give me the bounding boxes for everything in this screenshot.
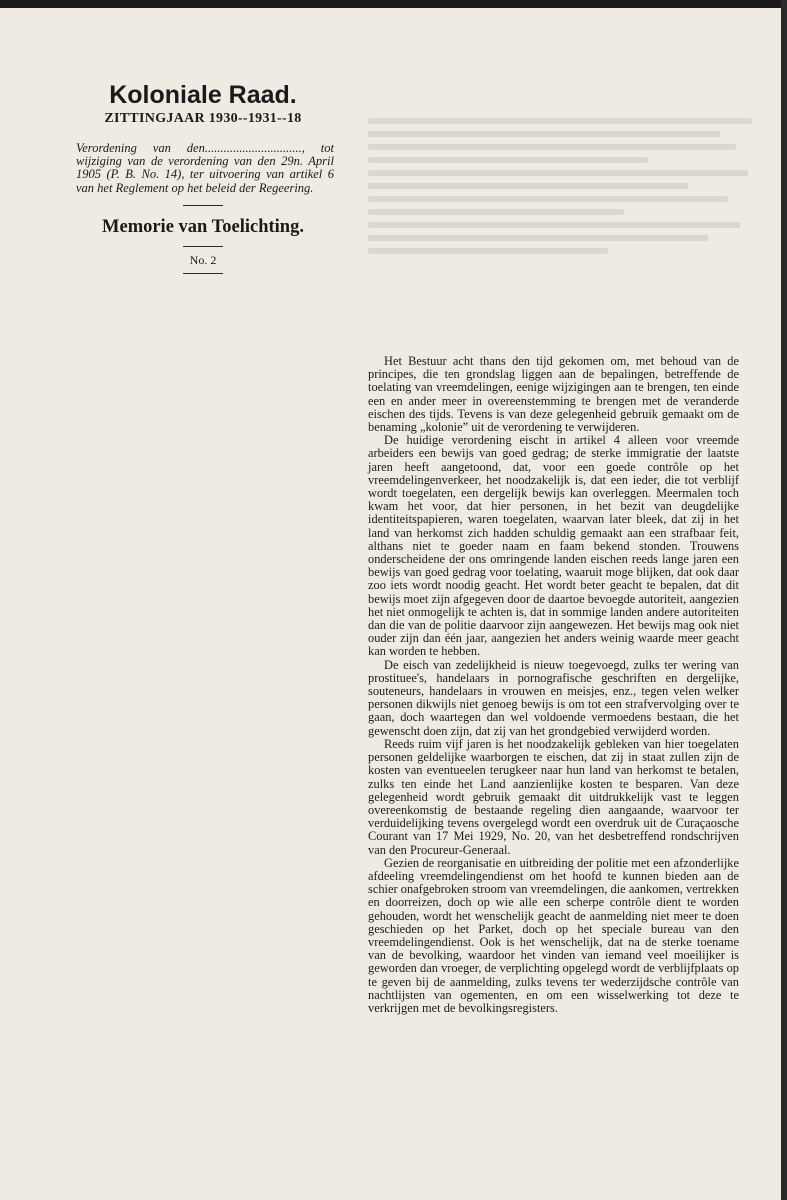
paragraph: Gezien de reorganisatie en uitbreiding der politie met een afzonderlijke afdeeling vreemdelingendienst om het hoofd te kunnen bieden aan de schier onafgebroken stroom van vreemdelingen, die aankomen, vertrekken en doorreizen, doch op wie alle een scherpe contrôle dient te worden gehouden, wordt het wenschelijk geacht de aanmelding niet meer te doen geschieden op het Parket, doch op het speciale bureau van den vreemdelingendienst. Ook is het wenschelijk, dat na de sterke toename van de bevolking, waardoor het vinden van iemand veel moeilijker is geworden dan vroeger, de verplichting opgelegd wordt de verblijfplaats op te geven bij de aanmelding, zulks tevens ter wederzijdsche contrôle van nachtlijsten van ogementen, en om een wisselwerking tot deze te verkrijgen met de bevolkingsregisters. [368, 855, 739, 1015]
paragraph: De eisch van zedelijkheid is nieuw toegevoegd, zulks ter wering van prostituee's, handelaars in pornografische geschriften en dergelijke, souteneurs, handelaars in vrouwen en meisjes, enz., tegen velen welker personen dikwijls niet genoeg bewijs is om tot een strafvervolging over te gaan, doch waartegen dan wel voldoende vermoedens bestaan, die het gewenscht doen zijn, dat zij van het grondgebied verwijderd worden. [368, 657, 739, 738]
header-block [72, 80, 334, 280]
divider [183, 205, 223, 206]
session-year: ZITTINGJAAR 1930--1931--18 [104, 111, 302, 126]
bleed-through-text [368, 118, 768, 288]
body-text [368, 355, 739, 1015]
memo-title: Memorie van Toelichting. [102, 216, 304, 237]
paragraph: De huidige verordening eischt in artikel 4 alleen voor vreemde arbeiders een bewijs van goed gedrag; de sterke immigratie der laatste jaren heeft aangetoond, dat, voor een goede contrôle op het vreemdelingenverkeer, het noodzakelijk is, dat een ieder, die tot verblijf wordt toegelaten, een dergelijk bewijs kan overleggen. Meermalen toch kwam het voor, dat hier personen, in het bezit van deugdelijke identiteitspapieren, waren toegelaten, waarvan later bleek, dat zij in het land van herkomst zich hadden schuldig gemaakt aan een strafbaar feit, althans niet te goeder naam en faam bekend stonden. Trouwens onderscheidene der ons omringende landen eischen reeds lange jaren een bewijs van goed gedrag voor toelating, waaruit moge blijken, dat ook daar zoo iets wordt noodig geacht. Het wordt beter geacht te bepalen, dat dit bewijs moet zijn afgegeven door de daartoe bevoegde autoriteit, aangezien het niet onmogelijk te achten is, dat in sommige landen andere autoriteiten dan die van de politie daarvoor zijn aangewezen. Het bewijs mag ook niet ouder zijn dan één jaar, aangezien het anders weinig waarde meer geacht kan worden te hebben. [368, 433, 739, 659]
memo-number: No. 2 [189, 252, 217, 267]
ordinance-description: Verordening van den..............................., tot wijziging van de verordening van den 29n. April 1905 (P. B. No. 14), ter uitvoering van artikel 6 van het Reglement op het beleid der Regeering. [76, 141, 334, 195]
divider [183, 246, 223, 247]
document-page [0, 8, 781, 1200]
council-title: Koloniale Raad. [109, 81, 297, 109]
divider [183, 273, 223, 274]
paragraph: Reeds ruim vijf jaren is het noodzakelijk gebleken van hier toegelaten personen geldelijke waarborgen te eischen, dat zij in staat zullen zijn de kosten van eventueelen terugkeer naar hun land van herkomst te betalen, zulks ten einde het Land aanzienlijke kosten te besparen. Van deze gelegenheid wordt gebruik gemaakt dit uitdrukkelijk vast te leggen overeenkomstig de bestaande regeling dien aangaande, waarvoor ter verduidelijking tevens overgelegd wordt een overdruk uit de Curaçaosche Courant van 17 Mei 1929, No. 20, van het desbetreffend rondschrijven van den Procureur-Generaal. [368, 736, 739, 857]
paragraph: Het Bestuur acht thans den tijd gekomen om, met behoud van de principes, die ten grondslag liggen aan de bepalingen, betreffende de toelating van vreemdelingen, eenige wijzigingen aan te brengen, ten einde een en ander meer in overeenstemming te brengen met de veranderde eischen des tijds. Tevens is van deze gelegenheid gebruik gemaakt om de benaming „kolonie” uit de verordening te verwijderen. [368, 354, 739, 435]
scan-edge [781, 0, 787, 1200]
